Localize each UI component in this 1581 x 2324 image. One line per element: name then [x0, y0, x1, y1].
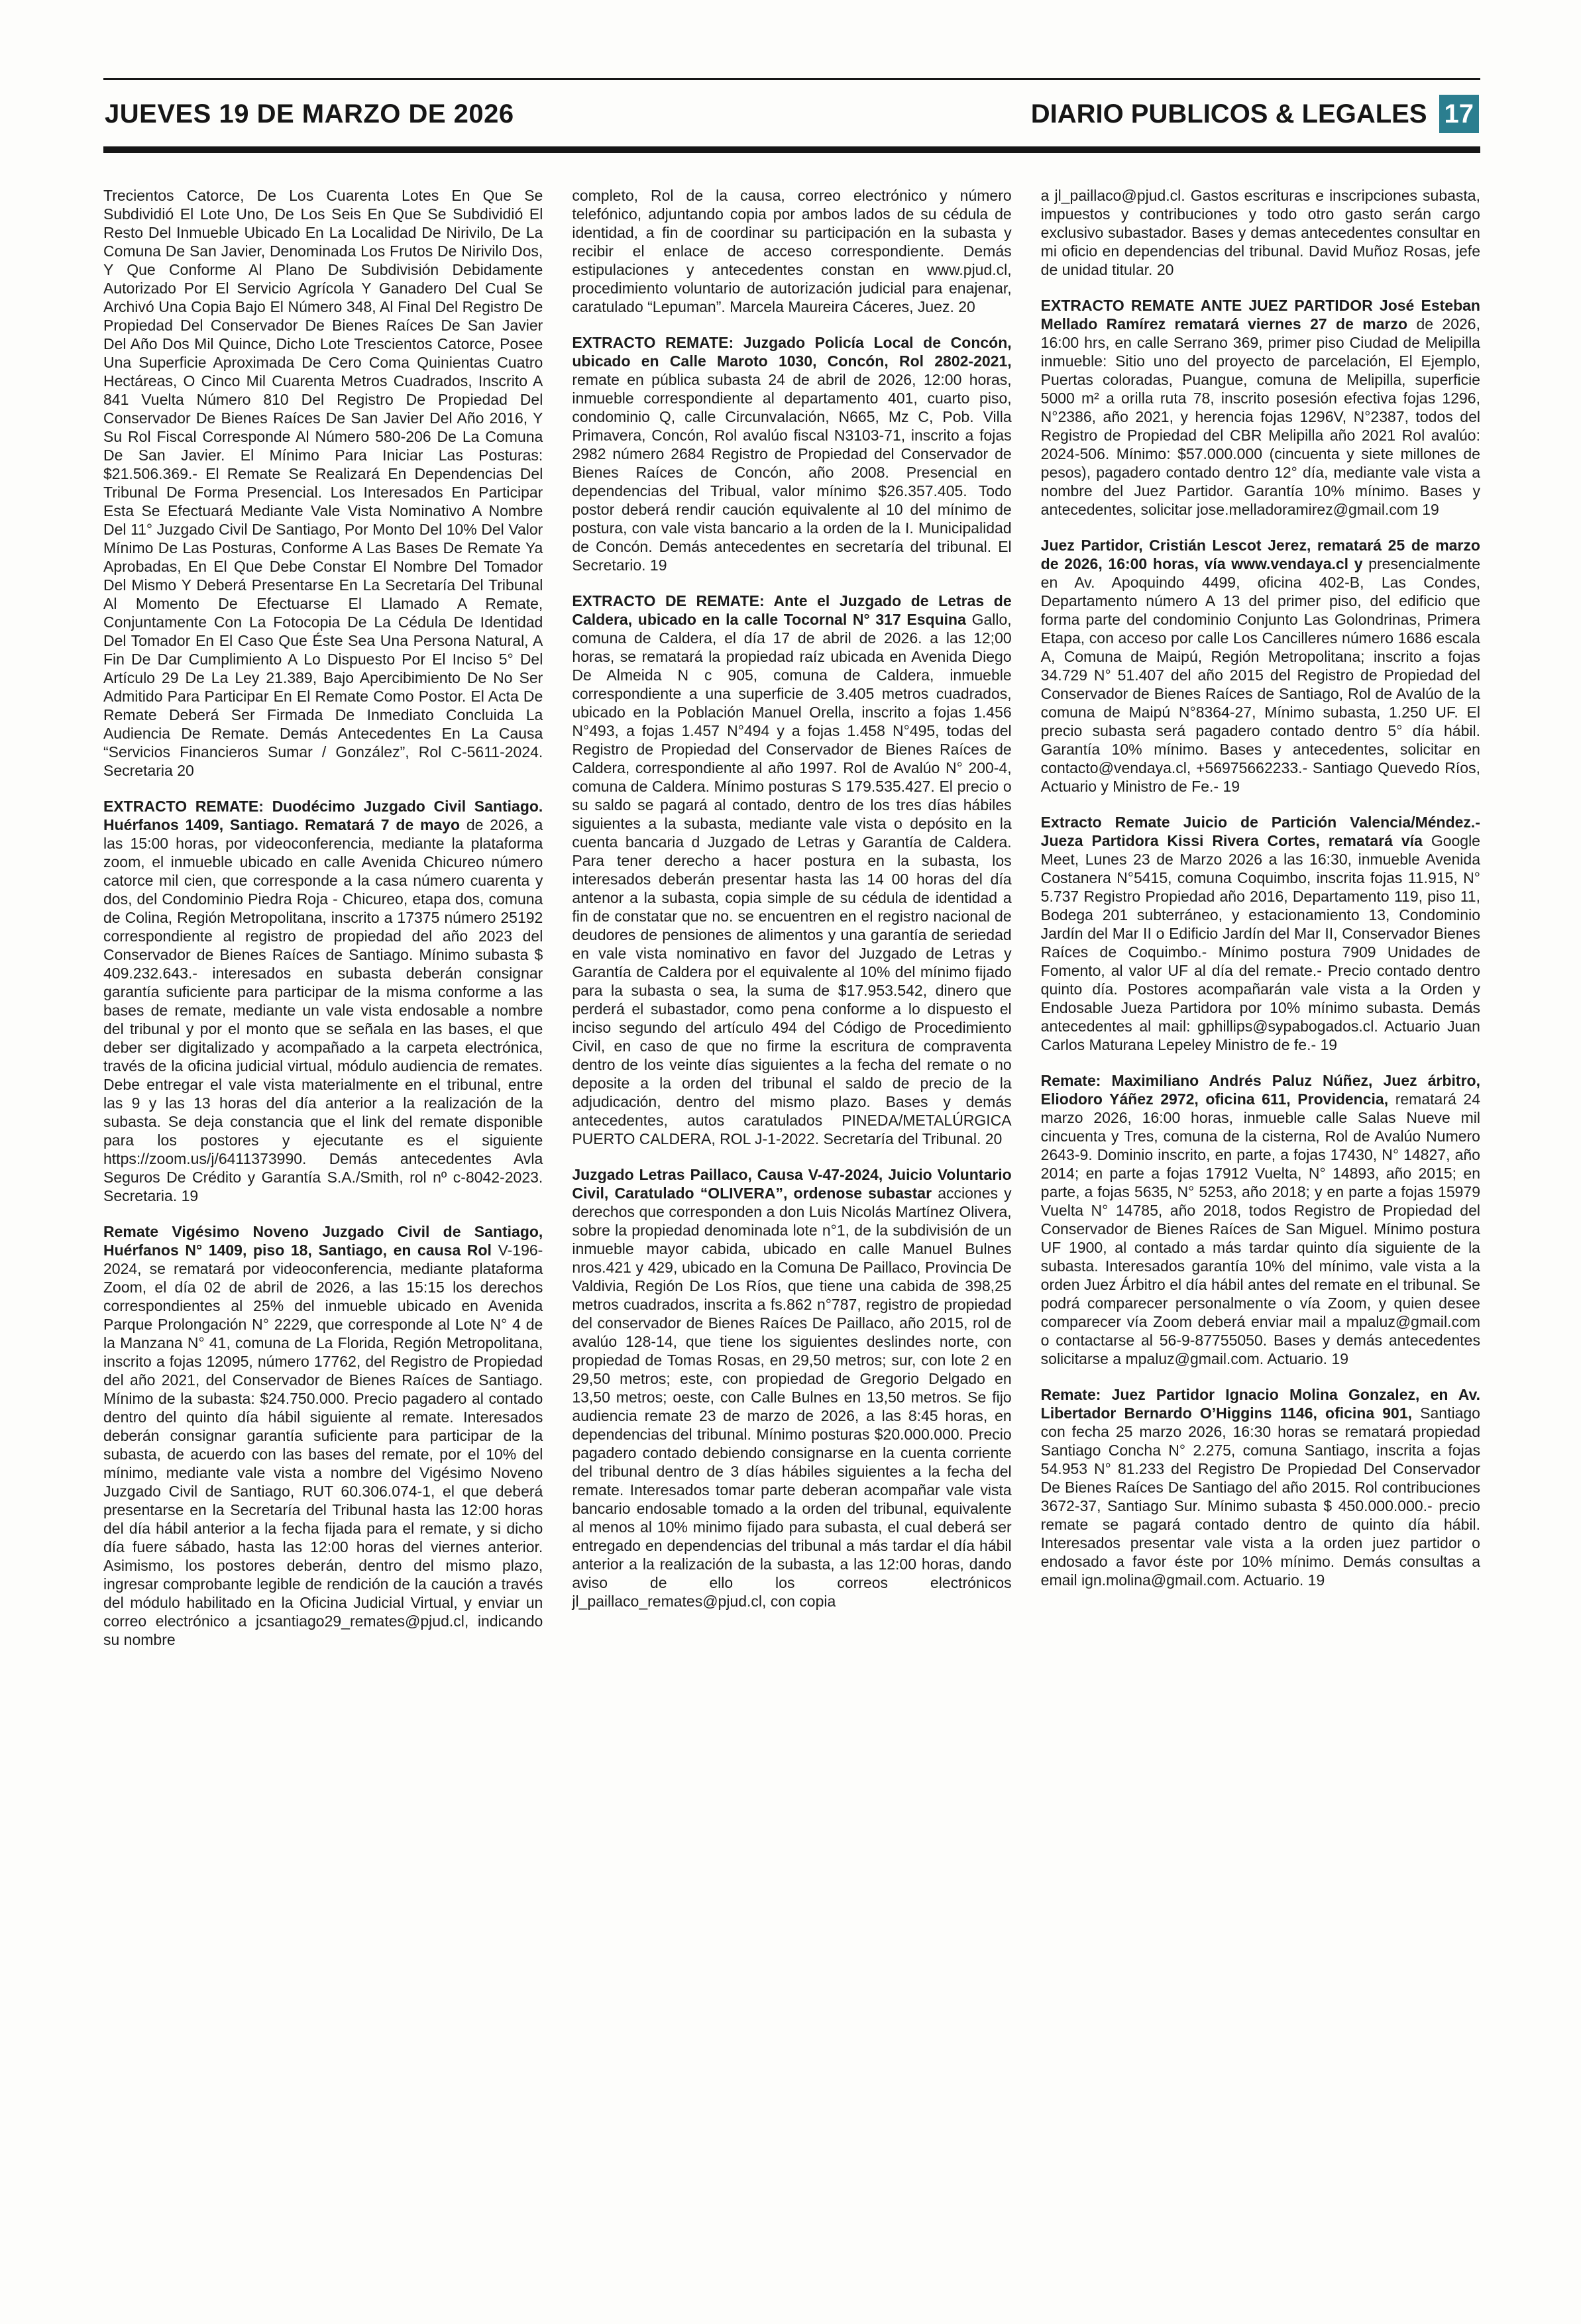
header-rule — [103, 146, 1480, 153]
notice-body: de 2026, 16:00 hrs, en calle Serrano 369, primer piso Ciudad de Melipilla inmueble: Sitio uno del proyecto de parcelación, El Ejemplo, Puertas coloradas, Puangue, comuna de Melipilla, superficie 5000 m² a orilla ruta 78, inscrito posesión efectiva fojas 1296, N°2386, año 2021, y herencia fojas 1296V, N°2387, todos del Registro de Propiedad del CBR Melipilla año 2021 Rol avalúo: 2024-506. Mínimo: $57.000.000 (cincuenta y siete millones de pesos), pagadero contado dentro 12° día, mediante vale vista a nombre del Juez Partidor. Garantía 10% mínimo. Bases y antecedentes, solicitar jose.melladoramirez@gmail.com 19 — [1040, 315, 1480, 518]
notice-lead: Remate Vigésimo Noveno Juzgado Civil de Santiago, Huérfanos N° 1409, piso 18, Santiago, en causa Rol — [103, 1223, 543, 1259]
page-header — [103, 78, 1480, 153]
legal-notice-vigesimo-noveno-juzgado — [103, 1222, 543, 1649]
notice-lead: Juez Partidor, Cristián Lescot Jerez, rematará 25 de marzo de 2026, 16:00 horas, vía www.vendaya.cl y — [1040, 537, 1480, 572]
notice-body: completo, Rol de la causa, correo electrónico y número telefónico, adjuntando copia por ambos lados de su cédula de identidad, a fin de coordinar su participación en la subasta y recibir el enlace de acceso correspondiente. Demás estipulaciones y antecedentes constan en www.pjud.cl, procedimiento voluntario de autorización judicial para enajenar, caratulado “Lepuman”. Marcela Maureira Cáceres, Juez. 20 — [572, 187, 1012, 315]
column-1 — [103, 186, 543, 2293]
legal-notice-vigesimo-noveno-continuation — [572, 186, 1011, 316]
notice-body: remate en pública subasta 24 de abril de 2026, 12:00 horas, inmueble correspondiente al departamento 401, cuarto piso, condominio Q, calle Circunvalación, N665, Mz C, Pob. Villa Primavera, Concón, Rol avalúo fiscal N3103-71, inscrito a fojas 2982 número 2684 Registro de Propiedad del Conservador de Bienes Raíces de Concón, año 2008. Presencial en dependencias del Tribual, valor mínimo $26.357.405. Todo postor deberá rendir caución equivalente al 10 del mínimo de postura, con vale vista bancario a la orden de la I. Municipalidad de Concón. Demás antecedentes en secretaría del tribunal. El Secretario. 19 — [572, 371, 1012, 574]
legal-notice-mellado-ramirez — [1041, 296, 1480, 519]
column-2 — [572, 186, 1011, 2293]
notice-lead: EXTRACTO REMATE: Duodécimo Juzgado Civil Santiago. Huérfanos 1409, Santiago. Rematará 7 de mayo — [103, 798, 543, 833]
notice-body: Trecientos Catorce, De Los Cuarenta Lotes En Que Se Subdividió El Lote Uno, De Los Seis En Que Se Subdividió El Resto Del Inmueble Ubicado En La Localidad De Nirivilo, De La Comuna De San Javier, Denominada Los Frutos De Nirivilo Dos, Y Que Conforme Al Plano De Subdivisión Debidamente Autorizado Por El Servicio Agrícola Y Ganadero Del Cual Se Archivó Una Copia Bajo El Número 348, Al Final Del Registro De Propiedad Del Conservador De Bienes Raíces De San Javier Del Año Dos Mil Quince, Dicho Lote Trescientos Catorce, Posee Una Superficie Aproximada De Cero Coma Quinientas Cuatro Hectáreas, O Cinco Mil Cuarenta Metros Cuadrados, Inscrito A 841 Vuelta Número 810 Del Registro De Propiedad Del Conservador De Bienes Raíces De San Javier Del Año 2016, Y Su Rol Fiscal Corresponde Al Número 580-206 De La Comuna De San Javier. El Mínimo Para Iniciar Las Posturas: $21.506.369.- El Remate Se Realizará En Dependencias Del Tribunal De Forma Presencial. Los Interesados En Participar Esta Se Efectuará Mediante Vale Vista Nominativo A Nombre Del 11° Juzgado Civil De Santiago, Por Monto Del 10% Del Valor Mínimo De Las Posturas, Conforme A Las Bases De Remate Ya Aprobadas, En El Que Debe Constar El Nombre Del Tomador Del Mismo Y Deberá Presentarse En La Secretaría Del Tribunal Al Momento De Efectuarse El Llamado A Remate, Conjuntamente Con La Fotocopia De La Cédula De Identidad Del Tomador En El Caso Que Éste Sea Una Persona Natural, A Fin De Dar Cumplimiento A Lo Dispuesto Por El Inciso 5° Del Artículo 29 De La Ley 21.389, Bajo Apercibimiento De No Ser Admitido Para Participar En El Remate Como Postor. El Acta De Remate Deberá Ser Firmada De Inmediato Concluida La Audiencia De Remate. Demás Antecedentes En La Causa “Servicios Financieros Sumar / González”, Rol C-5611-2024. Secretaria 20 — [103, 187, 543, 779]
legal-notice-nirivilo-continuation — [103, 186, 543, 780]
page-number-badge: 17 — [1439, 95, 1480, 133]
legal-notice-lescot-jerez — [1041, 536, 1480, 796]
notice-body: Santiago con fecha 25 marzo 2026, 16:30 horas se rematará propiedad Santiago Concha N° 2.275, comuna Santiago, inscrita a fojas 54.953 N° 81.233 del Registro De Propiedad Del Conservador De Bienes Raíces De Santiago del año 2015. Rol contribuciones 3672-37, Santiago Sur. Mínimo subasta $ 450.000.000.- precio remate se pagará contado dentro de quinto día hábil. Interesados presentar vale vista a la orden juez partidor o endosado a favor éste por 10% mínimo. Demás consultas a email ign.molina@gmail.com. Actuario. 19 — [1040, 1404, 1480, 1589]
legal-notice-paillaco-continuation — [1041, 186, 1480, 279]
publication-block — [1031, 95, 1479, 133]
notice-body: de 2026, a las 15:00 horas, por videoconferencia, mediante la plataforma zoom, el inmueble ubicado en calle Avenida Chicureo número catorce mil cien, que corresponde a la casa número cuarenta y dos, del Condominio Piedra Roja - Chicureo, etapa dos, comuna de Colina, Región Metropolitana, inscrito a 17375 número 25192 correspondiente al registro de propiedad del año 2023 del Conservador de Bienes Raíces de Santiago. Mínimo subasta $ 409.232.643.- interesados en subasta deberán consignar garantía suficiente para participar de la misma conforme a las bases de remate, mediante un vale vista endosable a nombre del tribunal y por el monto que se señala en las bases, el que deber ser digitalizado y acompañado a la carpeta electrónica, través de la oficina judicial virtual, módulo audiencia de remates. Debe entregar el vale vista materialmente en el tribunal, entre las 9 y las 13 horas del día anterior a la realización de la subasta. Se deja constancia que el link del remate disponible para los postores y ejecutante es el siguiente https://zoom.us/j/6411373990. Demás antecedentes Avla Seguros De Crédito y Garantía S.A./Smith, rol nº c-8042-2023. Secretaria. 19 — [103, 816, 543, 1204]
notice-lead: Extracto Remate Juicio de Partición Valencia/Méndez.- Jueza Partidora Kissi Rivera Cortes, rematará vía — [1040, 814, 1480, 849]
legal-notice-paluz-nunez — [1041, 1071, 1480, 1368]
notice-body: V-196-2024, se rematará por videoconferencia, mediante plataforma Zoom, el día 02 de abril de 2026, a las 15:15 los derechos correspondientes al 25% del inmueble ubicado en Avenida Parque Prolongación N° 2229, que corresponde al Lote N° 4 de la Manzana N° 41, comuna de La Florida, Región Metropolitana, inscrito a fojas 12095, número 17762, del Registro de Propiedad del año 2021, del Conservador de Bienes Raíces de Santiago. Mínimo de la subasta: $24.750.000. Precio pagadero al contado dentro del quinto día hábil siguiente al remate. Interesados deberán consignar garantía suficiente para participar de la subasta, de acuerdo con las bases del remate, por el 10% del mínimo, mediante vale vista a nombre del Vigésimo Noveno Juzgado Civil de Santiago, RUT 60.306.074-1, el que deberá presentarse en la Secretaría del Tribunal hasta las 12:00 horas del día hábil anterior a la fecha fijada para el remate, y si dicho día fuere sábado, hasta las 12:00 horas del viernes anterior. Asimismo, los postores deberán, dentro del mismo plazo, ingresar comprobante legible de rendición de la caución a través del módulo habilitado en la Oficina Judicial Virtual, y enviar un correo electrónico a jcsantiago29_remates@pjud.cl, indicando su nombre — [103, 1241, 543, 1648]
legal-notice-paillaco — [572, 1165, 1011, 1611]
notice-body: a jl_paillaco@pjud.cl. Gastos escrituras e inscripciones subasta, impuestos y contribuciones y todo otro gasto serán cargo exclusivo subastador. Bases y demas antecedentes consultar en mi oficio en dependencias del tribunal. David Muñoz Rosas, jefe de unidad titular. 20 — [1040, 187, 1480, 278]
notice-lead: Remate: Juez Partidor Ignacio Molina Gonzalez, en Av. Libertador Bernardo O’Higgins 1146, oficina 901, — [1040, 1386, 1480, 1422]
notice-body: rematará 24 marzo 2026, 16:00 horas, inmueble calle Salas Nueve mil cincuenta y Tres, comuna de la cisterna, Rol de Avalúo Numero 2643-9. Dominio inscrito, en parte, a fojas 17430, N° 14827, año 2014; en parte a fojas 17912 Vuelta, N° 14893, año 2015; en parte, a fojas 5635, N° 5253, año 2018; y en parte a fojas 15979 Vuelta N° 14785, año 2018, todos Registro de Propiedad del Conservador de Bienes Raíces de San Miguel. Mínimo postura UF 1900, al contado a más tardar quinto día siguiente de la subasta. Interesados garantía 10% del mínimo, vale vista a la orden Juez Árbitro el día hábil antes del remate en el tribunal. Se podrá comparecer personalmente o vía Zoom, y quien desee comparecer vía Zoom deberá enviar mail a mpaluz@gmail.com o contactarse al 56-9-87755050. Bases y demás antecedentes solicitarse a mpaluz@gmail.com. Actuario. 19 — [1040, 1090, 1480, 1367]
notice-body: acciones y derechos que corresponden a don Luis Nicolás Martínez Olivera, sobre la propiedad denominada lote n°1, de la subdivisión de un inmueble mayor cabida, ubicado en calle Manuel Bulnes nros.421 y 429, ubicado en la Comuna De Paillaco, Provincia De Valdivia, Región De Los Ríos, que tiene una cabida de 398,25 metros cuadrados, inscrita a fs.862 n°787, registro de propiedad del conservador de Bienes Raíces De Paillaco, año 2015, rol de avalúo 128-14, que tiene los siguientes deslindes norte, con propiedad de Tomas Rosas, en 29,50 metros; sur, con lote 2 en 29,50 metros; este, con propiedad de Gregorio Delgado en 13,50 metros; oeste, con Calle Bulnes en 13,50 metros. Se fijo audiencia remate 23 de marzo de 2026, a las 8:45 horas, en dependencias del tribunal. Mínimo posturas $20.000.000. Precio pagadero contado debiendo consignarse en la cuenta corriente del tribunal dentro de 3 días hábiles siguientes a la fecha del remate. Interesados tomar parte deberan acompañar vale vista bancario endosable tomado a la orden del tribunal, equivalente al menos al 10% minimo fijado para subasta, el cual deberá ser entregado en dependencias del tribunal a más tardar el día hábil anterior a la realización de la subasta, a las 12:00 horas, dando aviso de ello los correos electrónicos jl_paillaco_remates@pjud.cl, con copia — [572, 1185, 1012, 1610]
notice-lead: Remate: Maximiliano Andrés Paluz Núñez, Juez árbitro, Eliodoro Yáñez 2972, oficina 611, Providencia, — [1040, 1072, 1480, 1108]
notice-lead: Juzgado Letras Paillaco, Causa V-47-2024, Juicio Voluntario Civil, Caratulado “OLIVERA”, ordenose subastar — [572, 1166, 1012, 1202]
masthead-row — [103, 80, 1480, 146]
notice-body: Gallo, comuna de Caldera, el día 17 de abril de 2026. a las 12;00 horas, se rematará la propiedad raíz ubicada en Avenida Diego De Almeida N c 905, comuna de Caldera, inmueble correspondiente a una superficie de 3.405 metros cuadrados, ubicado en la Población Manuel Orella, inscrito a fojas 1.456 N°493, a fojas 1.457 N°494 y a fojas 1.458 N°495, todas del Registro de Propiedad del Conservador de Bienes Raíces de Caldera, correspondiente al año 1997. Rol de Avalúo N° 200-4, comuna de Caldera. Mínimo posturas S 179.535.427. El precio o su saldo se pagará al contado, dentro de los tres días hábiles siguientes a la subasta, mediante vale vista o depósito en la cuenta bancaria d Juzgado de Letras y Garantía de Caldera. Para tener derecho a hacer postura en la subasta, los interesados deberán presentar hasta las 14 00 horas del día antenor a la subasta, copia simple de su cédula de identidad a fin de constatar que no. se encuentren en el registro nacional de deudores de pensiones de alimentos y una garantía de seriedad en vale vista nominativo en favor del Juzgado de Letras y Garantía de Caldera por el equivalente al 10% del mínimo fijado para la subasta o sea, la suma de $17.953.542, dinero que perderá el subastador, como pena conforme a lo dispuesto el inciso segundo del artículo 494 del Código de Procedimiento Civil, en caso de que no firme la escritura de compraventa dentro de los veinte días siguientes a la fecha del remate o no deposite a la orden del tribunal el saldo de precio de la adjudicación, dentro del mismo plazo. Bases y demás antecedentes, autos caratulados PINEDA/METALÚRGICA PUERTO CALDERA, ROL J-1-2022. Secretaría del Tribunal. 20 — [572, 611, 1012, 1147]
notice-lead: EXTRACTO DE REMATE: Ante el Juzgado de Letras de Caldera, ubicado en la calle Tocornal N° 317 Esquina — [572, 592, 1012, 628]
publication-name: DIARIO PUBLICOS & LEGALES — [1030, 99, 1427, 129]
legal-notice-molina-gonzalez — [1041, 1385, 1480, 1589]
issue-date: JUEVES 19 DE MARZO DE 2026 — [105, 99, 514, 129]
notice-lead: EXTRACTO REMATE ANTE JUEZ PARTIDOR José Esteban Mellado Ramírez rematará viernes 27 de marzo — [1040, 297, 1480, 333]
legal-notice-caldera — [572, 592, 1011, 1148]
notice-body: presencialmente en Av. Apoquindo 4499, oficina 402-B, Las Condes, Departamento número A 13 del primer piso, del edificio que forma parte del condominio Conjunto Las Golondrinas, Primera Etapa, con acceso por calle Los Cancilleres número 1686 escala A, Comuna de Maipú, Región Metropolitana; inscrito a fojas 34.729 N° 51.407 del año 2015 del Registro de Propiedad del Conservador de Bienes Raíces de Santiago, Rol de Avalúo de la comuna de Maipú N°8364-27, Mínimo subasta, 1.250 UF. El precio subasta será pagadero contado dentro 5° día hábil. Garantía 10% mínimo. Bases y antecedentes, solicitar en contacto@vendaya.cl, +56975662233.- Santiago Quevedo Ríos, Actuario y Ministro de Fe.- 19 — [1040, 555, 1480, 795]
legal-notice-valencia-mendez — [1041, 813, 1480, 1054]
legal-notice-duodecimo-juzgado — [103, 797, 543, 1205]
column-3 — [1041, 186, 1480, 2293]
notices-columns — [103, 186, 1480, 2293]
notice-body: Google Meet, Lunes 23 de Marzo 2026 a las 16:30, inmueble Avenida Costanera N°5415, comuna Coquimbo, inscrita fojas 11.915, N° 5.737 Registro Propiedad año 2016, Departamento 119, piso 11, Bodega 201 subterráneo, y estacionamiento 13, Condominio Jardín del Mar II o Edificio Jardín del Mar II, Conservador Bienes Raíces de Coquimbo.- Mínimo postura 7909 Unidades de Fomento, al valor UF al día del remate.- Precio contado dentro quinto día. Postores acompañarán vale vista a la Orden y Endosable Jueza Partidora por 10% mínimo subasta. Demás antecedentes al mail: gphillips@sypabogados.cl. Actuario Juan Carlos Maturana Lepeley Ministro de fe.- 19 — [1040, 832, 1480, 1053]
notice-lead: EXTRACTO REMATE: Juzgado Policía Local de Concón, ubicado en Calle Maroto 1030, Concón, Rol 2802-2021, — [572, 334, 1012, 370]
legal-notice-concon — [572, 333, 1011, 574]
